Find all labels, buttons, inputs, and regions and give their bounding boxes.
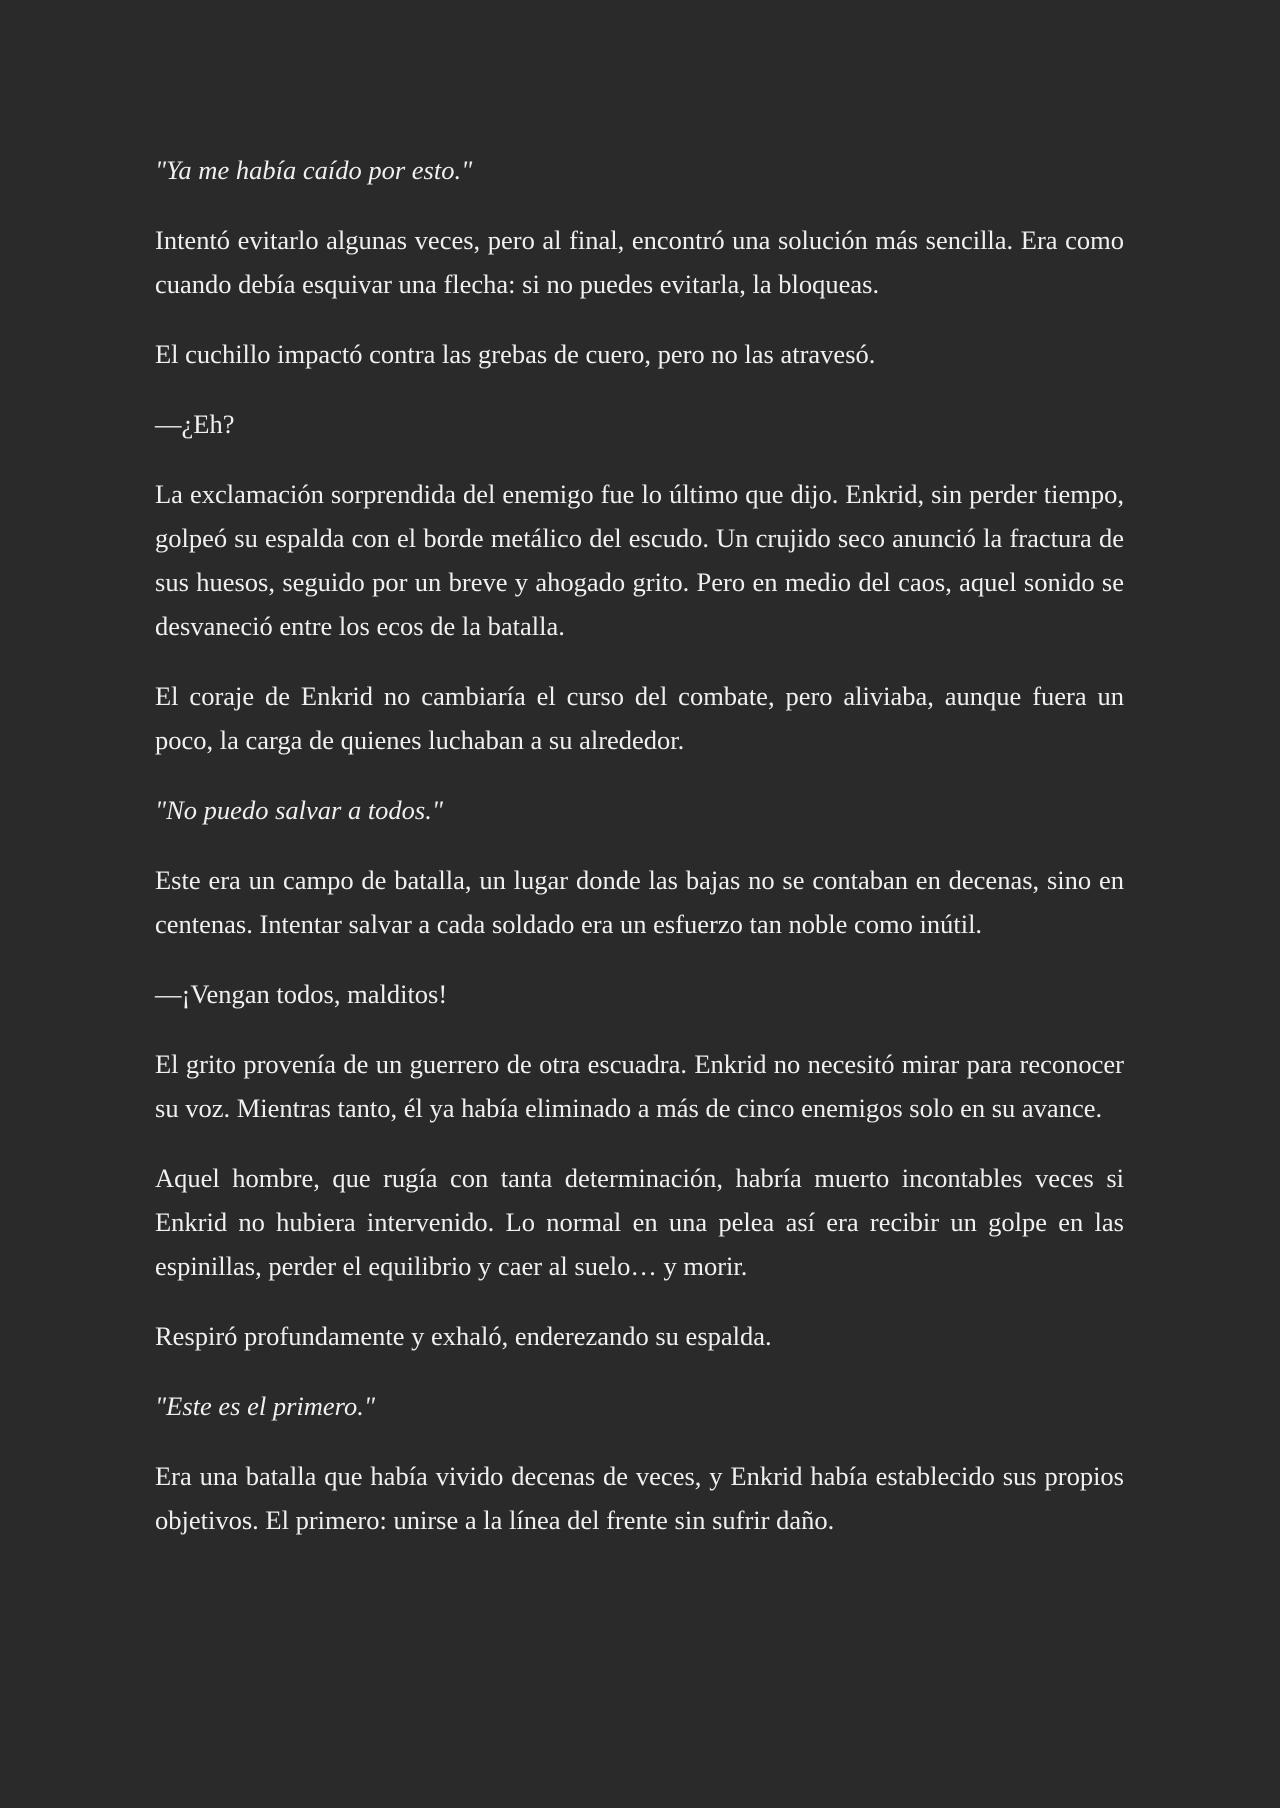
paragraph: Era una batalla que había vivido decenas de veces, y Enkrid había establecido sus propios objetivos. El primero: unirse a la línea del frente sin sufrir daño. (155, 1461, 1124, 1535)
paragraph: El grito provenía de un guerrero de otra escuadra. Enkrid no necesitó mirar para reconocer su voz. Mientras tanto, él ya había eliminado a más de cinco enemigos solo en su avance. (155, 1049, 1124, 1123)
reader-page (155, 148, 1124, 1568)
paragraph: El cuchillo impactó contra las grebas de cuero, pero no las atravesó. (155, 339, 876, 369)
paragraph: La exclamación sorprendida del enemigo fue lo último que dijo. Enkrid, sin perder tiempo, golpeó su espalda con el borde metálico del escudo. Un crujido seco anunció la fractura de sus huesos, seguido por un breve y ahogado grito. Pero en medio del caos, aquel sonido se desvaneció entre los ecos de la batalla. (155, 479, 1124, 641)
paragraph: Intentó evitarlo algunas veces, pero al final, encontró una solución más sencilla. Era como cuando debía esquivar una flecha: si no puedes evitarla, la bloqueas. (155, 225, 1124, 299)
paragraph: Aquel hombre, que rugía con tanta determinación, habría muerto incontables veces si Enkrid no hubiera intervenido. Lo normal en una pelea así era recibir un golpe en las espinillas, perder el equilibrio y caer al suelo… y morir. (155, 1163, 1124, 1281)
paragraph: Este era un campo de batalla, un lugar donde las bajas no se contaban en decenas, sino en centenas. Intentar salvar a cada soldado era un esfuerzo tan noble como inútil. (155, 865, 1124, 939)
dialogue-line: —¿Eh? (155, 409, 235, 439)
paragraph: Respiró profundamente y exhaló, enderezando su espalda. (155, 1321, 772, 1351)
thought-line: "No puedo salvar a todos." (155, 795, 443, 825)
paragraph: El coraje de Enkrid no cambiaría el curso del combate, pero aliviaba, aunque fuera un poco, la carga de quienes luchaban a su alrededor. (155, 681, 1124, 755)
thought-line: "Ya me había caído por esto." (155, 155, 473, 185)
dialogue-line: —¡Vengan todos, malditos! (155, 979, 448, 1009)
thought-line: "Este es el primero." (155, 1391, 375, 1421)
